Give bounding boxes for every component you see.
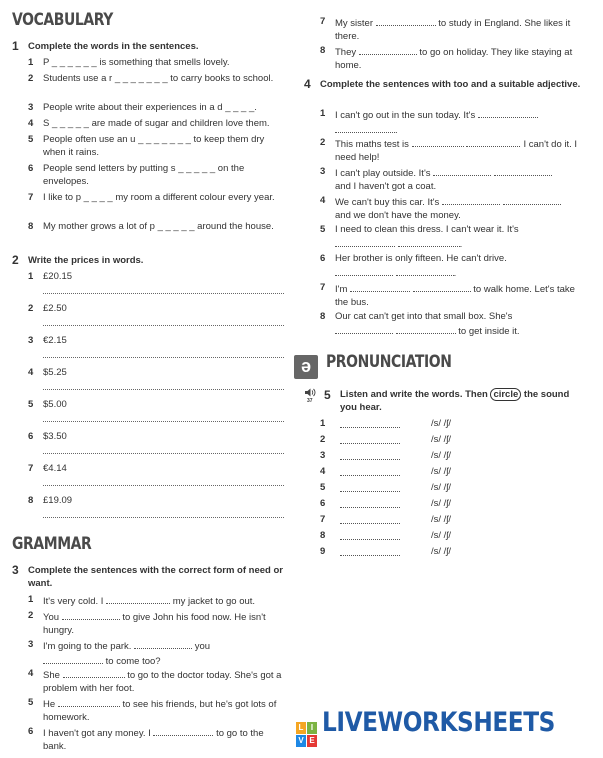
sound-choices[interactable]: /s/ /ʃ/: [431, 482, 452, 493]
liveworksheets-logo: [296, 707, 596, 755]
answer-line[interactable]: [43, 421, 284, 422]
answer-line[interactable]: [43, 357, 284, 358]
exercise-2-instruction: Write the prices in words.: [28, 255, 144, 266]
exercise-1-number: 1: [12, 39, 19, 53]
answer-blank[interactable]: [134, 639, 192, 649]
answer-blank[interactable]: [62, 610, 120, 620]
logo-letter-l: L: [296, 722, 306, 734]
schwa-icon: ə: [294, 355, 318, 379]
answer-blank[interactable]: [503, 195, 561, 205]
exercise-4-instruction: Complete the sentences with too and a suitable adjective.: [320, 79, 581, 90]
answer-line[interactable]: [43, 485, 284, 486]
answer-blank[interactable]: [63, 668, 125, 678]
grammar-heading: GRAMMAR: [12, 534, 92, 554]
answer-blank[interactable]: [376, 16, 436, 26]
sound-choices[interactable]: /s/ /ʃ/: [431, 418, 452, 429]
answer-line[interactable]: [43, 453, 284, 454]
answer-line[interactable]: [340, 555, 400, 556]
sound-choices[interactable]: /s/ /ʃ/: [431, 466, 452, 477]
sound-choices[interactable]: /s/ /ʃ/: [431, 434, 452, 445]
answer-line[interactable]: [340, 491, 400, 492]
exercise-3-instruction: Complete the sentences with the correct form of need or want.: [28, 565, 283, 589]
vocabulary-heading: VOCABULARY: [12, 10, 114, 30]
answer-blank[interactable]: [335, 324, 393, 334]
answer-blank[interactable]: [398, 237, 460, 247]
answer-blank[interactable]: [412, 137, 464, 147]
pronunciation-header: [300, 352, 588, 381]
audio-track-number: 37: [307, 398, 313, 404]
logo-letter-i: I: [307, 722, 317, 734]
answer-blank[interactable]: [58, 697, 120, 707]
logo-wordmark: LIVEWORKSHEETS: [322, 707, 555, 738]
logo-grid-icon: [296, 722, 318, 748]
answer-line[interactable]: [43, 389, 284, 390]
answer-blank[interactable]: [396, 324, 456, 334]
exercise-1-instruction: Complete the words in the sentences.: [28, 41, 199, 52]
answer-blank[interactable]: [466, 137, 518, 147]
answer-line[interactable]: [43, 517, 284, 518]
answer-blank[interactable]: [442, 195, 500, 205]
answer-line[interactable]: [340, 427, 400, 428]
answer-blank[interactable]: [106, 594, 170, 604]
answer-blank[interactable]: [359, 45, 417, 55]
answer-line[interactable]: [340, 539, 400, 540]
logo-letter-v: V: [296, 735, 306, 747]
answer-blank[interactable]: [335, 123, 395, 133]
answer-blank[interactable]: [494, 166, 552, 176]
answer-line[interactable]: [340, 507, 400, 508]
exercise-4-number: 4: [304, 77, 311, 91]
sound-choices[interactable]: /s/ /ʃ/: [431, 450, 452, 461]
answer-line[interactable]: [43, 325, 284, 326]
logo-letter-e: E: [307, 735, 317, 747]
answer-blank[interactable]: [335, 266, 393, 276]
answer-blank[interactable]: [350, 282, 410, 292]
sound-choices[interactable]: /s/ /ʃ/: [431, 530, 452, 541]
answer-blank[interactable]: [433, 166, 491, 176]
answer-line[interactable]: [340, 523, 400, 524]
answer-blank[interactable]: [396, 266, 454, 276]
answer-blank[interactable]: [43, 654, 103, 664]
answer-blank[interactable]: [413, 282, 471, 292]
exercise-5-instruction: Listen and write the words. Then circle the sound you hear.: [340, 389, 570, 413]
sound-choices[interactable]: /s/ /ʃ/: [431, 546, 452, 557]
answer-line[interactable]: [43, 293, 284, 294]
sound-choices[interactable]: /s/ /ʃ/: [431, 498, 452, 509]
exercise-2-number: 2: [12, 253, 19, 267]
answer-blank[interactable]: [153, 726, 213, 736]
answer-line[interactable]: [340, 475, 400, 476]
exercise-5-number: 5: [324, 388, 331, 402]
answer-blank[interactable]: [478, 108, 538, 118]
answer-line[interactable]: [340, 459, 400, 460]
audio-speaker-icon[interactable]: [304, 387, 316, 398]
answer-line[interactable]: [340, 443, 400, 444]
pronunciation-heading: PRONUNCIATION: [326, 352, 452, 372]
exercise-3-number: 3: [12, 563, 19, 577]
sound-choices[interactable]: /s/ /ʃ/: [431, 514, 452, 525]
answer-blank[interactable]: [335, 237, 395, 247]
